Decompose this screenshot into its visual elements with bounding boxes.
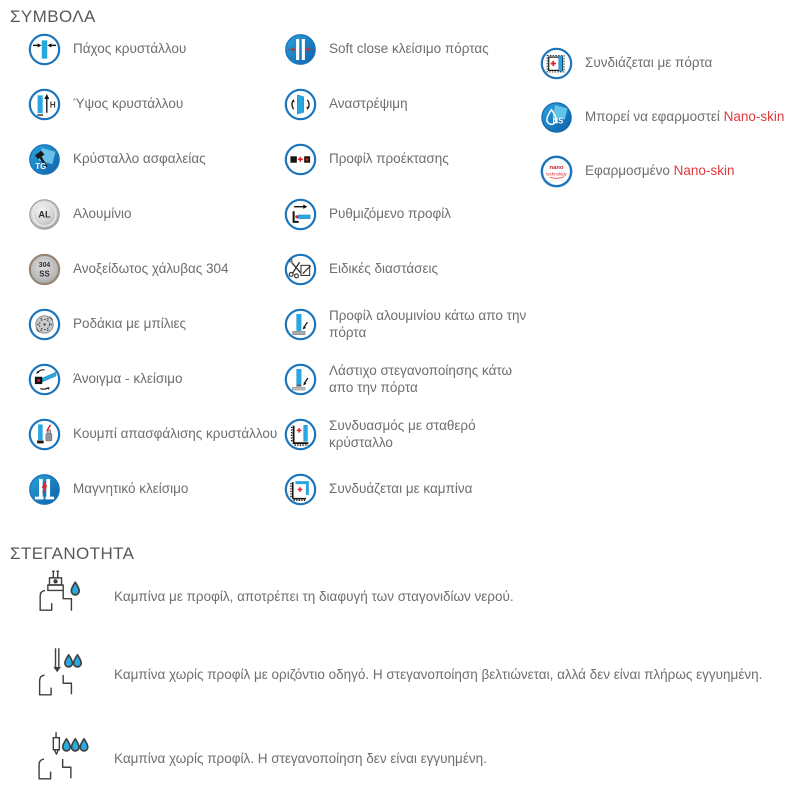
sealing-description: Καμπίνα με προφίλ, αποτρέπει τη διαφυγή των σταγονιδίων νερού. [114, 589, 514, 604]
symbol-label: Συνδυασμός με σταθερό κρύσταλλο [329, 418, 476, 450]
svg-text:304: 304 [38, 262, 51, 270]
sealing-description: Καμπίνα χωρίς προφίλ. Η στεγανοποίηση δεν είναι εγγυημένη. [114, 751, 487, 766]
reversible-icon [284, 88, 317, 121]
symbol-row [28, 242, 286, 297]
symbol-row [540, 36, 798, 90]
symbol-label: Συνδυάζεται με καμπίνα [329, 481, 473, 497]
symbol-row [28, 132, 286, 187]
svg-text:TG: TG [35, 162, 47, 172]
special-dimensions-icon [284, 253, 317, 286]
symbol-row [28, 462, 286, 517]
magnetic-close-icon [28, 473, 61, 506]
symbol-row [284, 22, 540, 77]
aluminum-icon [28, 198, 61, 231]
symbols-column-3 [540, 36, 798, 198]
symbol-label: Ροδάκια με μπίλιες [73, 316, 187, 332]
cabin-combination-icon [284, 473, 317, 506]
extension-profile-icon [284, 143, 317, 176]
sealing-row [30, 568, 790, 625]
ball-bearing-wheels-icon [28, 308, 61, 341]
symbols-column-2 [284, 22, 540, 517]
symbol-label: Αναστρέψιμη [329, 96, 408, 112]
sealing-description: Καμπίνα χωρίς προφίλ με οριζόντιο οδηγό. Η στεγανοποίηση βελτιώνεται, αλλά δεν είναι πλήρως εγγυημένη. [114, 667, 763, 682]
symbol-label: Κουμπί απασφάλισης κρυστάλλου [73, 426, 278, 442]
symbol-row [28, 297, 286, 352]
symbol-label: Λάστιχο στεγανοποίησης κάτω απο την πόρτα [329, 363, 513, 395]
symbol-row [28, 77, 286, 132]
adjustable-profile-icon [284, 198, 317, 231]
sealing-rubber-under-door-icon [284, 363, 317, 396]
symbol-label: Μπορεί να εφαρμοστεί Nano-skin [585, 108, 785, 124]
symbol-label: Αλουμίνιο [73, 206, 132, 222]
symbol-label: Εφαρμοσμένο Nano-skin [585, 162, 735, 178]
open-close-icon [28, 363, 61, 396]
sealing-section-title: ΣΤΕΓΑΝΟΤΗΤΑ [10, 544, 135, 563]
svg-text:NS: NS [552, 115, 564, 125]
sealing-row [30, 730, 790, 787]
symbol-row [284, 407, 540, 462]
symbol-label: Κρύσταλλο ασφαλείας [73, 151, 206, 167]
symbol-label: Πάχος κρυστάλλου [73, 41, 187, 57]
symbol-label: Soft close κλείσιμο πόρτας [329, 41, 489, 57]
symbol-row [284, 297, 540, 352]
symbol-row [28, 187, 286, 242]
symbol-label: Ειδικές διαστάσεις [329, 261, 438, 277]
symbol-label: Προφίλ προέκτασης [329, 151, 449, 167]
cabin-no-profile-icon [30, 730, 92, 787]
glass-height-icon [28, 88, 61, 121]
symbol-label: Προφίλ αλουμινίου κάτω απο την πόρτα [329, 308, 527, 340]
symbol-row [28, 352, 286, 407]
nano-skin-highlight: Nano-skin [723, 108, 785, 124]
cabin-no-profile-guide-icon [30, 646, 92, 703]
aluminum-profile-under-door-icon [284, 308, 317, 341]
symbol-label: Ύψος κρυστάλλου [73, 96, 184, 112]
symbol-label: Ρυθμιζόμενο προφίλ [329, 206, 452, 222]
symbol-label: Συνδιάζεται με πόρτα [585, 54, 713, 70]
svg-text:nano: nano [549, 164, 564, 171]
nano-skin-applicable-icon [540, 101, 573, 134]
svg-text:technology: technology [546, 171, 567, 177]
symbols-column-1 [28, 22, 286, 517]
symbol-row [284, 77, 540, 132]
symbols-section-title: ΣΥΜΒΟΛΑ [10, 7, 96, 26]
nano-skin-highlight: Nano-skin [673, 162, 735, 178]
symbol-label: Άνοιγμα - κλείσιμο [73, 371, 183, 387]
svg-text:SS: SS [39, 269, 50, 279]
symbol-label: Μαγνητικό κλείσιμο [73, 481, 189, 497]
door-combination-icon [540, 47, 573, 80]
soft-close-icon [284, 33, 317, 66]
symbol-row [284, 187, 540, 242]
glass-release-button-icon [28, 418, 61, 451]
svg-text:H: H [49, 100, 56, 110]
safety-glass-icon [28, 143, 61, 176]
symbol-row [28, 407, 286, 462]
symbol-row [540, 144, 798, 198]
symbol-row [28, 22, 286, 77]
symbol-row [540, 90, 798, 144]
cabin-with-profile-icon [30, 568, 92, 625]
symbol-row [284, 132, 540, 187]
symbol-row [284, 242, 540, 297]
svg-text:AL: AL [38, 209, 51, 220]
symbol-row [284, 462, 540, 517]
stainless-steel-304-icon [28, 253, 61, 286]
symbol-row [284, 352, 540, 407]
fixed-glass-combination-icon [284, 418, 317, 451]
nano-skin-applied-icon [540, 155, 573, 188]
glass-thickness-icon [28, 33, 61, 66]
symbol-label: Ανοξείδωτος χάλυβας 304 [73, 261, 229, 277]
sealing-row [30, 646, 790, 703]
